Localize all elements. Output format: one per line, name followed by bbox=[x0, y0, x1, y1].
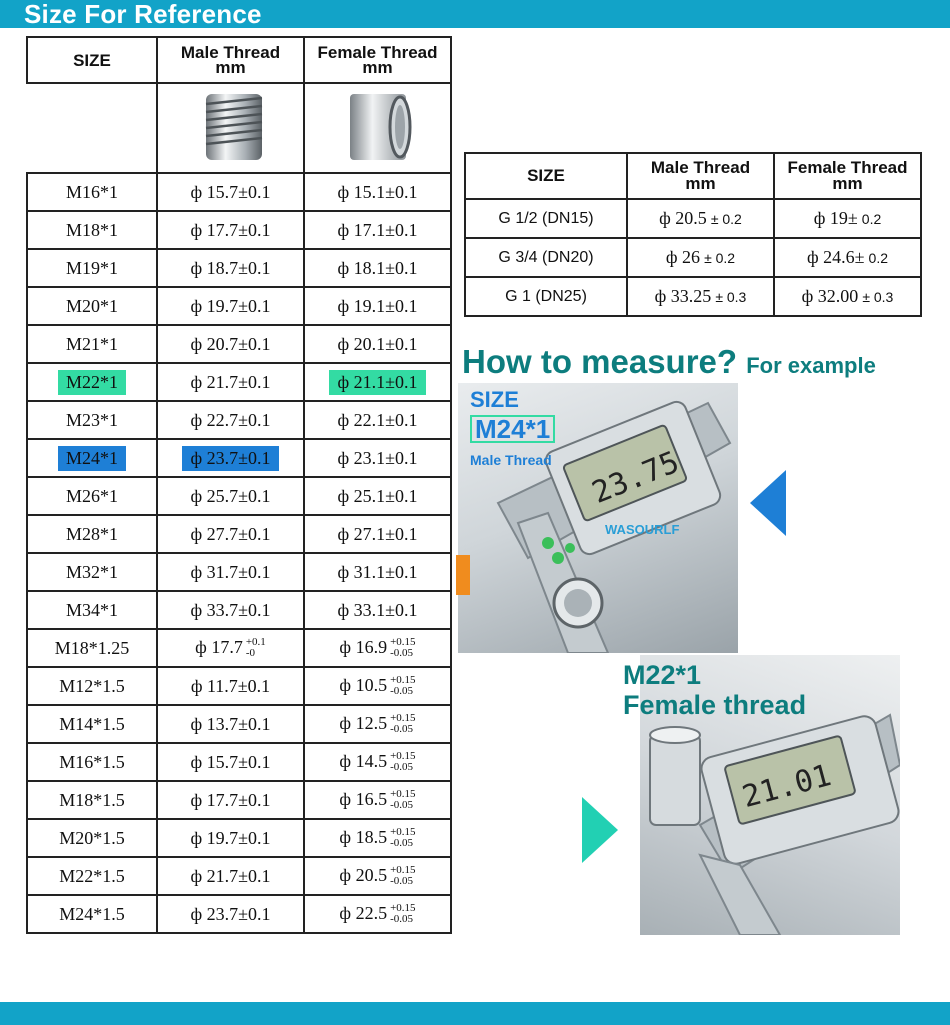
male-thread-cell: ф 19.7±0.1 bbox=[157, 819, 304, 857]
female-thread-cell: ф 23.1±0.1 bbox=[304, 439, 451, 477]
example1-size-label: SIZE bbox=[470, 387, 519, 412]
tolerance: +0.15 -0.05 bbox=[390, 864, 416, 888]
female-thread-header: Female Thread mm bbox=[774, 153, 921, 199]
male-thread-header: Male Thread mm bbox=[157, 37, 304, 83]
table-row bbox=[27, 781, 451, 819]
table-row bbox=[465, 199, 921, 238]
thread-image-row bbox=[27, 83, 451, 173]
size-cell: G 1 (DN25) bbox=[465, 277, 627, 316]
size-cell: M14*1.5 bbox=[27, 705, 157, 743]
table-row bbox=[27, 819, 451, 857]
arrow-right-icon bbox=[580, 795, 620, 865]
example2-type: Female thread bbox=[623, 690, 807, 720]
table-row bbox=[27, 439, 451, 477]
female-thread-cell: ф 18.5 +0.15 -0.05 bbox=[304, 819, 451, 857]
footer-bar bbox=[0, 1002, 950, 1025]
size-header: SIZE bbox=[27, 37, 157, 83]
size-cell: M24*1.5 bbox=[27, 895, 157, 933]
female-thread-cell: ф 21.1±0.1 bbox=[304, 363, 451, 401]
tolerance: +0.1 -0 bbox=[245, 636, 266, 660]
female-thread-cell: ф 24.6± 0.2 bbox=[774, 238, 921, 277]
male-thread-cell: ф 27.7±0.1 bbox=[157, 515, 304, 553]
male-thread-cell: ф 19.7±0.1 bbox=[157, 287, 304, 325]
female-thread-cell: ф 19.1±0.1 bbox=[304, 287, 451, 325]
male-thread-cell: ф 20.7±0.1 bbox=[157, 325, 304, 363]
table-header-row bbox=[27, 37, 451, 83]
female-thread-header: Female Thread mm bbox=[304, 37, 451, 83]
male-thread-cell: ф 22.7±0.1 bbox=[157, 401, 304, 439]
size-cell: M24*1 bbox=[27, 439, 157, 477]
page-title: Size For Reference bbox=[24, 0, 262, 29]
table-header-row bbox=[465, 153, 921, 199]
male-thread-header: Male Thread mm bbox=[627, 153, 774, 199]
table-row bbox=[27, 629, 451, 667]
metric-size-table bbox=[26, 36, 452, 934]
size-cell: M16*1.5 bbox=[27, 743, 157, 781]
table-row bbox=[27, 173, 451, 211]
example1-type: Male Thread bbox=[470, 452, 552, 468]
size-cell: G 1/2 (DN15) bbox=[465, 199, 627, 238]
size-cell: M32*1 bbox=[27, 553, 157, 591]
female-thread-cell: ф 25.1±0.1 bbox=[304, 477, 451, 515]
table-row bbox=[27, 477, 451, 515]
table-row bbox=[465, 238, 921, 277]
watermark: WASOURLF bbox=[605, 522, 680, 537]
male-thread-cell: ф 26 ± 0.2 bbox=[627, 238, 774, 277]
male-thread-image bbox=[157, 83, 304, 173]
size-cell: M28*1 bbox=[27, 515, 157, 553]
size-cell: M22*1.5 bbox=[27, 857, 157, 895]
male-thread-cell: ф 33.7±0.1 bbox=[157, 591, 304, 629]
size-cell: M16*1 bbox=[27, 173, 157, 211]
female-thread-cell: ф 18.1±0.1 bbox=[304, 249, 451, 287]
tolerance: +0.15 -0.05 bbox=[390, 826, 416, 850]
measure-heading bbox=[462, 343, 876, 381]
female-thread-cell: ф 20.5 +0.15 -0.05 bbox=[304, 857, 451, 895]
male-thread-cell: ф 11.7±0.1 bbox=[157, 667, 304, 705]
female-thread-cell: ф 15.1±0.1 bbox=[304, 173, 451, 211]
male-thread-cell: ф 18.7±0.1 bbox=[157, 249, 304, 287]
measure-subtitle: For example bbox=[746, 353, 876, 378]
table-row bbox=[27, 705, 451, 743]
table-row bbox=[27, 325, 451, 363]
table-row bbox=[27, 249, 451, 287]
size-cell: M20*1.5 bbox=[27, 819, 157, 857]
table-row bbox=[27, 287, 451, 325]
female-thread-cell: ф 17.1±0.1 bbox=[304, 211, 451, 249]
female-thread-cell: ф 14.5 +0.15 -0.05 bbox=[304, 743, 451, 781]
male-thread-cell: ф 13.7±0.1 bbox=[157, 705, 304, 743]
table-row bbox=[27, 743, 451, 781]
female-thread-cell: ф 33.1±0.1 bbox=[304, 591, 451, 629]
male-thread-cell: ф 15.7±0.1 bbox=[157, 743, 304, 781]
size-header: SIZE bbox=[465, 153, 627, 199]
size-cell: G 3/4 (DN20) bbox=[465, 238, 627, 277]
male-thread-cell: ф 15.7±0.1 bbox=[157, 173, 304, 211]
table-row bbox=[27, 363, 451, 401]
table-row bbox=[465, 277, 921, 316]
g-thread-table bbox=[464, 152, 922, 317]
female-thread-cell: ф 16.5 +0.15 -0.05 bbox=[304, 781, 451, 819]
male-thread-cell: ф 23.7±0.1 bbox=[157, 895, 304, 933]
arrow-left-icon bbox=[748, 468, 788, 538]
table-row bbox=[27, 667, 451, 705]
size-cell: M18*1.5 bbox=[27, 781, 157, 819]
size-cell: M22*1 bbox=[27, 363, 157, 401]
male-thread-cell: ф 17.7±0.1 bbox=[157, 781, 304, 819]
female-thread-cell: ф 12.5 +0.15 -0.05 bbox=[304, 705, 451, 743]
male-thread-cell: ф 23.7±0.1 bbox=[157, 439, 304, 477]
male-thread-cell: ф 21.7±0.1 bbox=[157, 857, 304, 895]
female-thread-image bbox=[304, 83, 451, 173]
size-cell: M19*1 bbox=[27, 249, 157, 287]
female-thread-cell: ф 31.1±0.1 bbox=[304, 553, 451, 591]
tolerance: +0.15 -0.05 bbox=[390, 674, 416, 698]
example2-caption bbox=[623, 660, 806, 720]
size-cell: M21*1 bbox=[27, 325, 157, 363]
female-thread-cell: ф 32.00 ± 0.3 bbox=[774, 277, 921, 316]
table-row bbox=[27, 515, 451, 553]
female-thread-cell: ф 16.9 +0.15 -0.05 bbox=[304, 629, 451, 667]
male-thread-cell: ф 21.7±0.1 bbox=[157, 363, 304, 401]
table-row bbox=[27, 211, 451, 249]
size-cell: M12*1.5 bbox=[27, 667, 157, 705]
female-thread-cell: ф 22.5 +0.15 -0.05 bbox=[304, 895, 451, 933]
caliper-reading-female: 21.01 bbox=[738, 757, 835, 816]
caliper-reading-male: 23.75 bbox=[587, 444, 685, 511]
male-thread-cell: ф 17.7±0.1 bbox=[157, 211, 304, 249]
male-thread-cell: ф 33.25 ± 0.3 bbox=[627, 277, 774, 316]
example2-size: M22*1 bbox=[623, 660, 702, 690]
male-thread-cell: ф 17.7 +0.1 -0 bbox=[157, 629, 304, 667]
tolerance: +0.15 -0.05 bbox=[390, 902, 416, 926]
size-cell: M23*1 bbox=[27, 401, 157, 439]
female-thread-cell: ф 20.1±0.1 bbox=[304, 325, 451, 363]
female-thread-cell: ф 22.1±0.1 bbox=[304, 401, 451, 439]
male-thread-cell: ф 25.7±0.1 bbox=[157, 477, 304, 515]
example1-label bbox=[470, 388, 555, 472]
female-thread-cell: ф 19± 0.2 bbox=[774, 199, 921, 238]
measure-title: How to measure? bbox=[462, 343, 738, 380]
male-thread-cell: ф 20.5 ± 0.2 bbox=[627, 199, 774, 238]
tolerance: +0.15 -0.05 bbox=[390, 750, 416, 774]
header-bar bbox=[0, 0, 950, 28]
size-cell: M34*1 bbox=[27, 591, 157, 629]
size-cell: M20*1 bbox=[27, 287, 157, 325]
female-thread-cell: ф 10.5 +0.15 -0.05 bbox=[304, 667, 451, 705]
table-row bbox=[27, 401, 451, 439]
example1-size: M24*1 bbox=[470, 415, 555, 443]
table-row bbox=[27, 895, 451, 933]
table-row bbox=[27, 591, 451, 629]
male-thread-cell: ф 31.7±0.1 bbox=[157, 553, 304, 591]
size-cell: M18*1 bbox=[27, 211, 157, 249]
size-cell: M26*1 bbox=[27, 477, 157, 515]
female-thread-cell: ф 27.1±0.1 bbox=[304, 515, 451, 553]
tolerance: +0.15 -0.05 bbox=[390, 712, 416, 736]
tolerance: +0.15 -0.05 bbox=[390, 636, 416, 660]
orange-marker bbox=[456, 555, 470, 595]
table-row bbox=[27, 857, 451, 895]
size-cell: M18*1.25 bbox=[27, 629, 157, 667]
tolerance: +0.15 -0.05 bbox=[390, 788, 416, 812]
table-row bbox=[27, 553, 451, 591]
